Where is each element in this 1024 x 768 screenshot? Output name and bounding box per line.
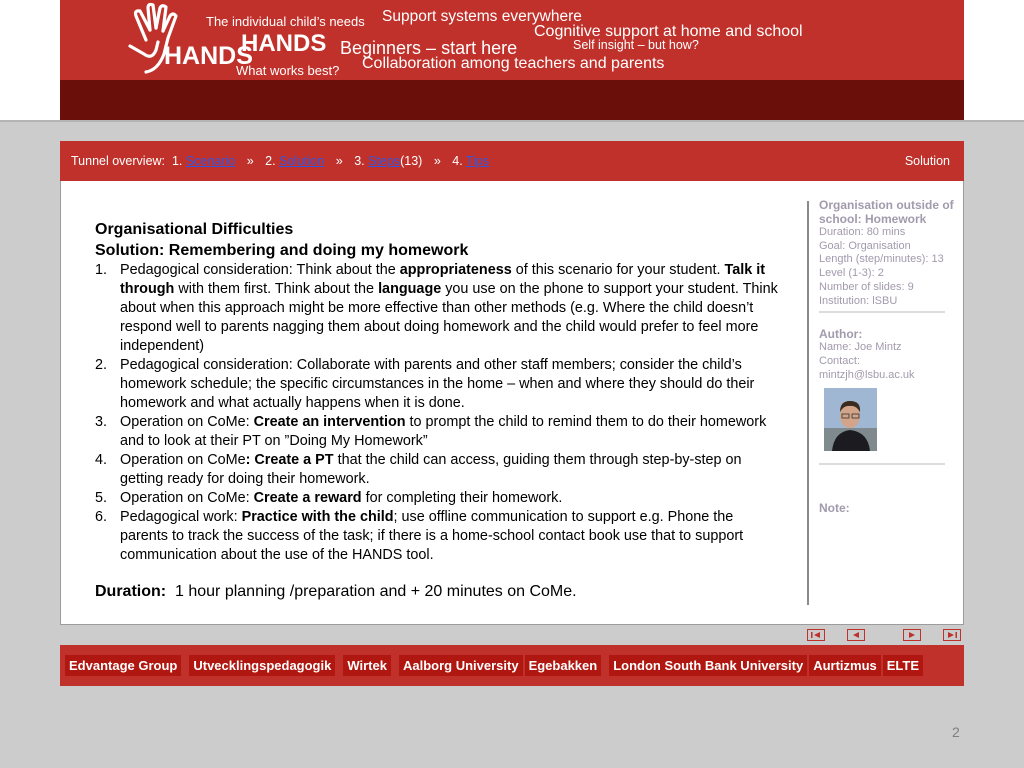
first-slide-icon[interactable]: [807, 629, 825, 641]
duration-line: [95, 582, 785, 601]
next-slide-icon[interactable]: [903, 629, 921, 641]
emphasis-text: appropriateness: [399, 262, 512, 278]
partner-aalborg[interactable]: Aalborg University: [399, 655, 523, 676]
partner-edvantage[interactable]: Edvantage Group: [65, 655, 181, 676]
step3-num: 3.: [354, 154, 365, 168]
contact-email: mintzjh@lsbu.ac.uk: [819, 368, 915, 381]
list-number: 5.: [95, 490, 108, 506]
current-section: Solution: [904, 154, 950, 168]
phrase-collab: Collaboration among teachers and parents: [362, 55, 665, 72]
author-photo: [824, 388, 877, 451]
item-text: Pedagogical consideration: Collaborate with parents and other staff members; consider the child’s homework schedule; the specific circumstances in the home – when and where they should do their homework and what actually happens when it is done.: [120, 357, 755, 411]
info-level: Level (1-3): 2: [819, 267, 884, 280]
list-item: [95, 489, 785, 508]
partner-wirtek[interactable]: Wirtek: [343, 655, 391, 676]
tunnel-breadcrumb: [71, 154, 489, 168]
scenario-title: Organisation outside of school: Homework: [819, 198, 954, 226]
solution-title: Solution: Remembering and doing my homework: [95, 242, 469, 259]
emphasis-text: language: [378, 281, 442, 297]
duration-label: Duration:: [95, 583, 167, 600]
emphasis-text: Practice with the child: [241, 509, 394, 525]
separator: »: [433, 154, 441, 168]
partners-footer: [60, 645, 964, 686]
info-sidebar: [819, 198, 959, 515]
page-number: 2: [952, 724, 960, 740]
emphasis-text: Talk it through: [120, 262, 766, 297]
tunnel-link-scenario[interactable]: Scenario: [185, 154, 236, 168]
item-text: Operation on CoMe:: [120, 490, 254, 506]
list-item: [95, 261, 785, 356]
item-text: for completing their homework.: [361, 490, 563, 506]
author-name: Name: Joe Mintz: [819, 341, 902, 354]
item-text: Operation on CoMe:: [120, 414, 254, 430]
emphasis-text: : Create a PT: [245, 452, 334, 468]
phrase-beginners: Beginners – start here: [340, 38, 518, 58]
main-text: [95, 219, 785, 601]
item-text: with them first. Think about the: [174, 281, 379, 297]
header-banner: [60, 0, 964, 80]
list-item: [95, 413, 785, 451]
steps-count: (13): [400, 154, 423, 168]
step4-num: 4.: [452, 154, 463, 168]
content-panel: [60, 181, 964, 625]
item-text: Operation on CoMe: [120, 452, 246, 468]
info-slides: Number of slides: 9: [819, 280, 914, 293]
step1-num: 1.: [171, 154, 183, 168]
header-divider: [0, 120, 1024, 122]
logo-text: HANDS: [164, 42, 253, 70]
tunnel-overview-bar: [60, 141, 964, 181]
item-text: of this scenario for your student.: [511, 262, 725, 278]
tunnel-link-solution[interactable]: Solution: [279, 154, 325, 168]
divider-line: [819, 311, 945, 313]
phrase-support: Support systems everywhere: [382, 8, 582, 25]
list-number: 1.: [95, 262, 108, 278]
phrase-needs: The individual child’s needs: [206, 14, 365, 29]
sidebar-divider: [807, 201, 809, 605]
list-item: [95, 451, 785, 489]
author-heading: Author:: [819, 327, 863, 342]
list-number: 2.: [95, 357, 108, 373]
separator: »: [335, 154, 343, 168]
item-text: Pedagogical work:: [120, 509, 242, 525]
emphasis-text: Create an intervention: [253, 414, 406, 430]
item-text: to prompt the child to remind them to do their homework and to look at their PT on ”Doing My Homework”: [120, 414, 767, 449]
duration-text: 1 hour planning /preparation and + 20 minutes on CoMe.: [175, 583, 577, 600]
step2-num: 2.: [265, 154, 276, 168]
partner-egebakken[interactable]: Egebakken: [525, 655, 602, 676]
divider-line: [819, 463, 945, 465]
info-institution: Institution: lSBU: [819, 294, 898, 307]
tunnel-label: Tunnel overview:: [71, 154, 166, 168]
previous-slide-icon[interactable]: [847, 629, 865, 641]
list-number: 3.: [95, 414, 108, 430]
info-goal: Goal: Organisation: [819, 239, 911, 252]
list-item: [95, 508, 785, 565]
page-title: Organisational Difficulties: [95, 221, 294, 238]
tunnel-link-steps[interactable]: Steps: [368, 154, 401, 168]
tunnel-link-tips[interactable]: Tips: [465, 154, 490, 168]
last-slide-icon[interactable]: [943, 629, 961, 641]
info-length: Length (step/minutes): 13: [819, 253, 944, 266]
item-text: Pedagogical consideration: Think about the: [120, 262, 400, 278]
list-number: 6.: [95, 509, 108, 525]
phrase-hands: HANDS: [241, 30, 327, 57]
partner-utvecklingspedagogik[interactable]: Utvecklingspedagogik: [189, 655, 335, 676]
phrase-self-insight: Self insight – but how?: [573, 38, 699, 52]
note-heading: Note:: [819, 501, 850, 516]
item-text: that the child can access, guiding them through step-by-step on getting ready for doing their homework.: [120, 452, 742, 487]
steps-list: [95, 261, 785, 565]
separator: »: [246, 154, 254, 168]
partner-lsbu[interactable]: London South Bank University: [609, 655, 807, 676]
partner-elte[interactable]: ELTE: [883, 655, 923, 676]
list-item: [95, 356, 785, 413]
header-dark-strip: [60, 80, 964, 120]
list-number: 4.: [95, 452, 108, 468]
contact-label: Contact:: [819, 354, 860, 367]
item-text: you use on the phone to support your student. Think about when this approach might be more effective than other methods (e.g. Where the child doesn’t respond well to parents nagging them about doing homework and the child would prefer to feel more independent): [120, 281, 778, 354]
partner-aurtizmus[interactable]: Aurtizmus: [809, 655, 881, 676]
emphasis-text: Create a reward: [253, 490, 362, 506]
item-text: ; use offline communication to support e.g. Phone the parents to track the success of the task; if there is a home-school contact book use that to support communication about the use of the HANDS tool.: [120, 509, 744, 563]
phrase-what-works: What works best?: [236, 63, 340, 78]
info-duration: Duration: 80 mins: [819, 226, 906, 238]
phrase-cognitive: Cognitive support at home and school: [534, 23, 803, 40]
